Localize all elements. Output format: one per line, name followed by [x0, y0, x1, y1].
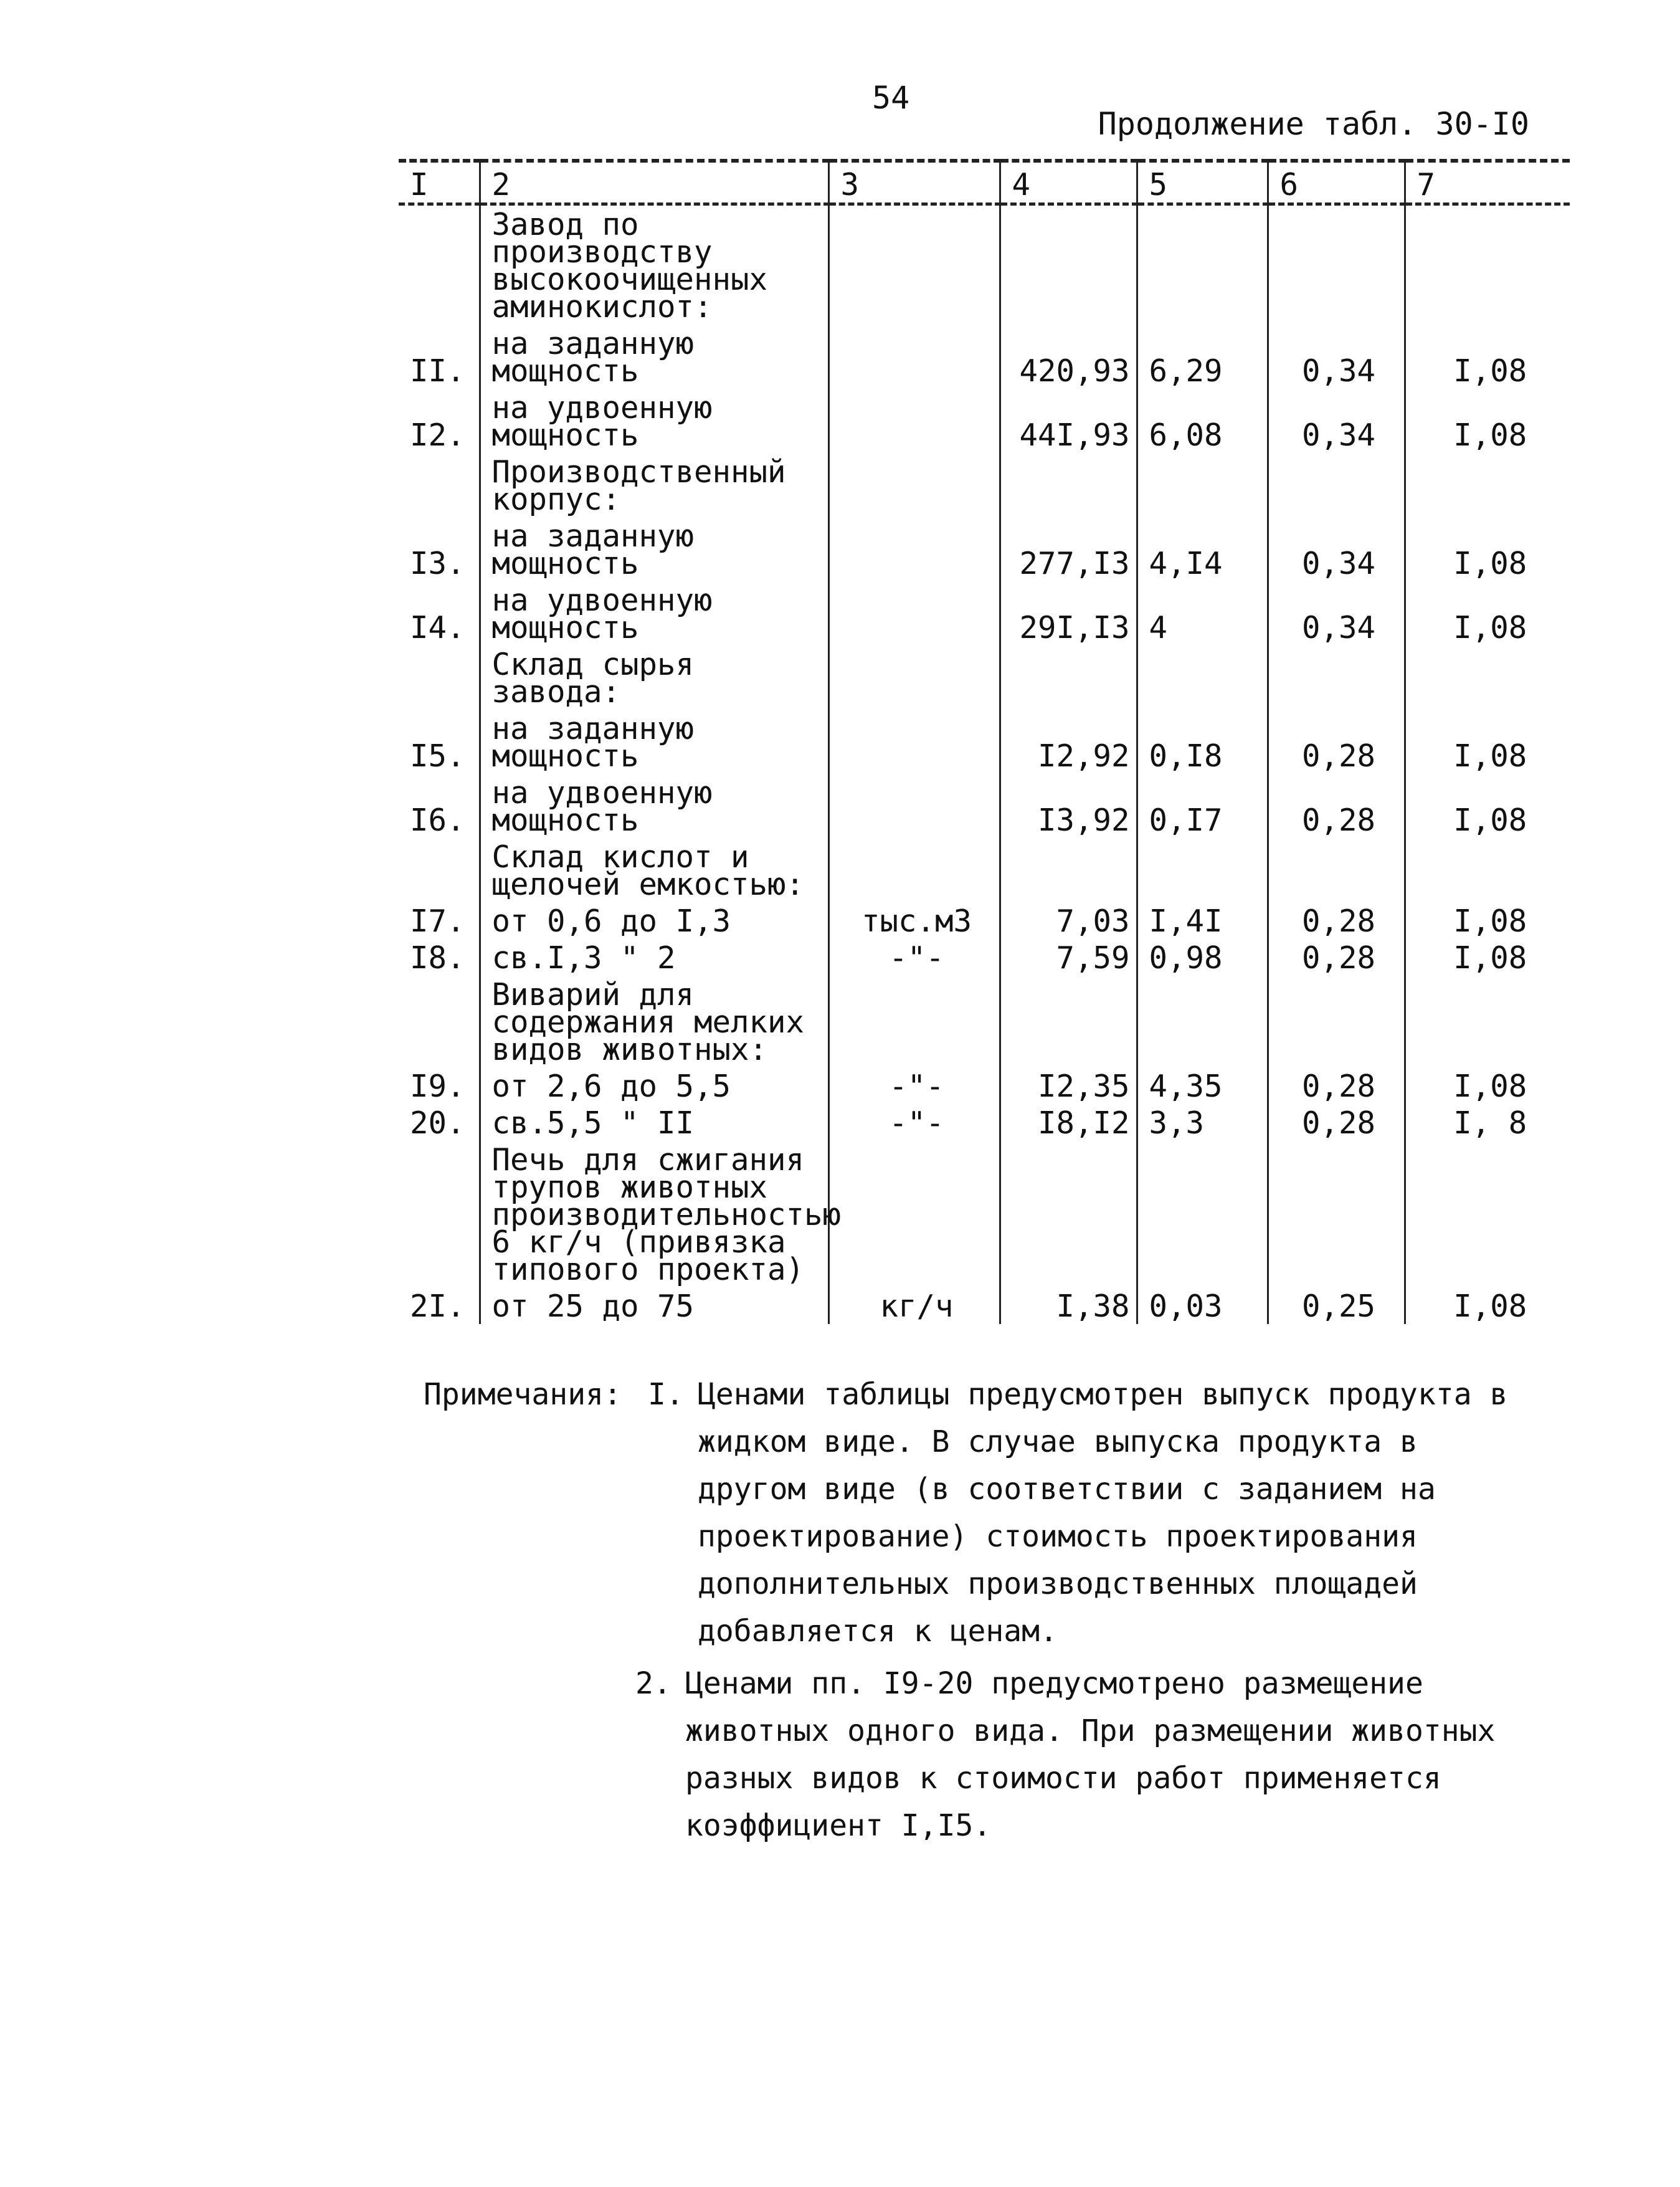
column-4-value-cell: 277,I3 — [1000, 517, 1137, 581]
column-4-value-cell: 44I,93 — [1000, 389, 1137, 453]
table-row — [399, 1287, 1570, 1324]
unit-cell — [828, 1141, 1000, 1287]
column-7-value-cell: I,08 — [1405, 325, 1570, 389]
description-cell: Виварий для содержания мелких видов животных: — [480, 976, 828, 1067]
column-4-value-cell: I3,92 — [1000, 774, 1137, 838]
table-row — [399, 1104, 1570, 1141]
column-header: 3 — [828, 161, 1000, 204]
column-7-value-cell — [1405, 838, 1570, 902]
column-4-value-cell: 420,93 — [1000, 325, 1137, 389]
table-group-heading-row — [399, 838, 1570, 902]
description-cell: Завод по производству высокоочищенных аминокислот: — [480, 204, 828, 325]
column-5-value-cell: 4,35 — [1137, 1067, 1268, 1104]
table-row — [399, 517, 1570, 581]
description-cell: на заданную мощность — [480, 710, 828, 774]
row-number-cell: 2I. — [410, 1289, 465, 1324]
table-body — [399, 204, 1570, 1325]
note-text: Ценами таблицы предусмотрен выпуск продукта в жидком виде. В случае выпуска продукта в другом виде (в соответствии с заданием на проектирование) стоимость проектирования дополнительных производственных площадей добавляется к ценам. — [698, 1377, 1508, 1649]
table-row — [399, 1067, 1570, 1104]
column-4-value-cell — [1000, 838, 1137, 902]
column-6-value-cell: 0,25 — [1268, 1287, 1405, 1324]
table-group-heading-row — [399, 204, 1570, 325]
column-5-value-cell: 4,I4 — [1137, 517, 1268, 581]
description-cell: св.5,5 " II — [480, 1104, 828, 1141]
unit-cell — [828, 581, 1000, 646]
column-header: 7 — [1405, 161, 1570, 204]
column-6-value-cell: 0,28 — [1268, 1067, 1405, 1104]
column-6-value-cell — [1268, 1141, 1405, 1287]
table-row — [399, 325, 1570, 389]
column-5-value-cell: 6,29 — [1137, 325, 1268, 389]
row-number-cell: II. — [410, 353, 465, 389]
row-number-cell — [399, 976, 480, 1067]
table-row — [399, 710, 1570, 774]
column-header: 6 — [1268, 161, 1405, 204]
column-4-value-cell — [1000, 204, 1137, 325]
column-7-value-cell: I,08 — [1405, 710, 1570, 774]
column-5-value-cell — [1137, 838, 1268, 902]
column-5-value-cell — [1137, 976, 1268, 1067]
table-continuation-caption: Продолжение табл. 30-I0 — [1098, 106, 1529, 142]
unit-cell — [828, 838, 1000, 902]
column-4-value-cell — [1000, 453, 1137, 517]
table-group-heading-row — [399, 453, 1570, 517]
unit-cell — [828, 774, 1000, 838]
column-header: 2 — [480, 161, 828, 204]
table-row — [399, 389, 1570, 453]
column-5-value-cell: 4 — [1137, 581, 1268, 646]
description-cell: Склад кислот и щелочей емкостью: — [480, 838, 828, 902]
column-6-value-cell: 0,28 — [1268, 1104, 1405, 1141]
column-4-value-cell: I8,I2 — [1000, 1104, 1137, 1141]
row-number-cell — [399, 453, 480, 517]
unit-cell: тыс.м3 — [828, 902, 1000, 939]
note-item — [424, 1371, 1539, 1655]
column-6-value-cell: 0,34 — [1268, 581, 1405, 646]
column-5-value-cell — [1137, 646, 1268, 710]
column-4-value-cell: I,38 — [1000, 1287, 1137, 1324]
note-number: I. — [648, 1377, 684, 1412]
description-cell: на заданную мощность — [480, 325, 828, 389]
table-group-heading-row — [399, 976, 1570, 1067]
column-6-value-cell — [1268, 204, 1405, 325]
unit-cell — [828, 389, 1000, 453]
table-header-row — [399, 161, 1570, 204]
column-7-value-cell: I,08 — [1405, 939, 1570, 976]
column-5-value-cell: 0,98 — [1137, 939, 1268, 976]
column-5-value-cell: 3,3 — [1137, 1104, 1268, 1141]
column-6-value-cell — [1268, 976, 1405, 1067]
note-item — [635, 1660, 1539, 1849]
unit-cell: -"- — [828, 939, 1000, 976]
price-table — [399, 159, 1570, 1324]
table-row — [399, 774, 1570, 838]
table-row — [399, 581, 1570, 646]
unit-cell — [828, 517, 1000, 581]
column-7-value-cell: I,08 — [1405, 581, 1570, 646]
column-7-value-cell: I,08 — [1405, 774, 1570, 838]
row-number-cell: I3. — [410, 546, 465, 581]
column-6-value-cell: 0,28 — [1268, 939, 1405, 976]
row-number-cell — [399, 204, 480, 325]
row-number-cell: I7. — [410, 903, 465, 939]
description-cell: Производственный корпус: — [480, 453, 828, 517]
column-6-value-cell — [1268, 838, 1405, 902]
row-number-cell: I2. — [410, 417, 465, 453]
column-5-value-cell — [1137, 453, 1268, 517]
column-4-value-cell — [1000, 976, 1137, 1067]
column-7-value-cell: I,08 — [1405, 902, 1570, 939]
unit-cell: кг/ч — [828, 1287, 1000, 1324]
column-7-value-cell: I,08 — [1405, 517, 1570, 581]
page-number: 54 — [872, 80, 910, 116]
unit-cell — [828, 325, 1000, 389]
column-6-value-cell: 0,34 — [1268, 389, 1405, 453]
unit-cell — [828, 453, 1000, 517]
column-4-value-cell: 29I,I3 — [1000, 581, 1137, 646]
column-7-value-cell: I,08 — [1405, 1287, 1570, 1324]
description-cell: Склад сырья завода: — [480, 646, 828, 710]
description-cell: от 0,6 до I,3 — [480, 902, 828, 939]
row-number-cell: I5. — [410, 738, 465, 774]
description-cell: на заданную мощность — [480, 517, 828, 581]
column-4-value-cell: 7,03 — [1000, 902, 1137, 939]
column-7-value-cell — [1405, 1141, 1570, 1287]
column-6-value-cell: 0,34 — [1268, 517, 1405, 581]
unit-cell: -"- — [828, 1104, 1000, 1141]
column-6-value-cell: 0,28 — [1268, 710, 1405, 774]
column-6-value-cell — [1268, 453, 1405, 517]
table-group-heading-row — [399, 646, 1570, 710]
row-number-cell: I4. — [410, 610, 465, 646]
column-6-value-cell — [1268, 646, 1405, 710]
description-cell: на удвоенную мощность — [480, 581, 828, 646]
unit-cell — [828, 976, 1000, 1067]
unit-cell — [828, 710, 1000, 774]
column-7-value-cell — [1405, 204, 1570, 325]
column-7-value-cell — [1405, 646, 1570, 710]
column-7-value-cell — [1405, 976, 1570, 1067]
description-cell: св.I,3 " 2 — [480, 939, 828, 976]
column-6-value-cell: 0,34 — [1268, 325, 1405, 389]
notes-section — [424, 1371, 1539, 1849]
column-6-value-cell: 0,28 — [1268, 774, 1405, 838]
row-number-cell: I9. — [410, 1069, 465, 1104]
row-number-cell — [399, 646, 480, 710]
unit-cell — [828, 204, 1000, 325]
description-cell: от 2,6 до 5,5 — [480, 1067, 828, 1104]
row-number-cell — [399, 838, 480, 902]
column-5-value-cell — [1137, 204, 1268, 325]
description-cell: от 25 до 75 — [480, 1287, 828, 1324]
column-7-value-cell: I, 8 — [1405, 1104, 1570, 1141]
column-5-value-cell: 0,I8 — [1137, 710, 1268, 774]
column-4-value-cell: I2,35 — [1000, 1067, 1137, 1104]
row-number-cell: I6. — [410, 803, 465, 838]
column-4-value-cell — [1000, 646, 1137, 710]
table-row — [399, 939, 1570, 976]
table-group-heading-row — [399, 1141, 1570, 1287]
description-cell: на удвоенную мощность — [480, 774, 828, 838]
table-row — [399, 902, 1570, 939]
column-5-value-cell: 0,I7 — [1137, 774, 1268, 838]
row-number-cell: I8. — [410, 940, 465, 976]
column-7-value-cell — [1405, 453, 1570, 517]
column-5-value-cell: I,4I — [1137, 902, 1268, 939]
column-5-value-cell: 6,08 — [1137, 389, 1268, 453]
column-4-value-cell — [1000, 1141, 1137, 1287]
row-number-cell: 20. — [410, 1105, 465, 1141]
notes-label: Примечания: — [424, 1377, 622, 1412]
column-7-value-cell: I,08 — [1405, 1067, 1570, 1104]
column-header: I — [399, 161, 480, 204]
column-6-value-cell: 0,28 — [1268, 902, 1405, 939]
column-4-value-cell: 7,59 — [1000, 939, 1137, 976]
unit-cell — [828, 646, 1000, 710]
description-cell: на удвоенную мощность — [480, 389, 828, 453]
price-table-container — [399, 159, 1570, 1324]
unit-cell: -"- — [828, 1067, 1000, 1104]
column-4-value-cell: I2,92 — [1000, 710, 1137, 774]
note-text: Ценами пп. I9-20 предусмотрено размещение животных одного вида. При размещении животных разных видов к стоимости работ применяется коэффициент I,I5. — [685, 1666, 1496, 1843]
column-5-value-cell: 0,03 — [1137, 1287, 1268, 1324]
description-cell: Печь для сжигания трупов животных производительностью 6 кг/ч (привязка типового проекта) — [480, 1141, 828, 1287]
note-number: 2. — [635, 1666, 672, 1701]
column-header: 5 — [1137, 161, 1268, 204]
row-number-cell — [399, 1141, 480, 1287]
column-header: 4 — [1000, 161, 1137, 204]
column-7-value-cell: I,08 — [1405, 389, 1570, 453]
column-5-value-cell — [1137, 1141, 1268, 1287]
